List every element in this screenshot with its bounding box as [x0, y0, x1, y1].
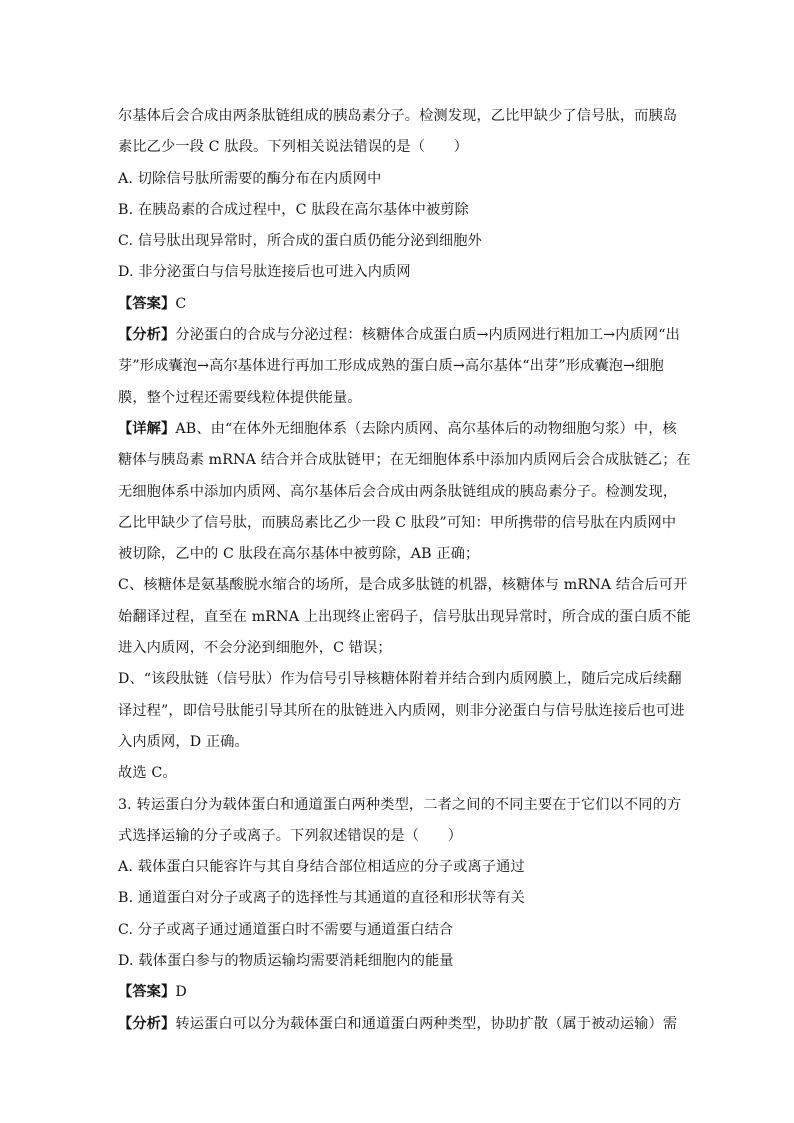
text-line: 无细胞体系中添加内质网、高尔基体后会合成由两条肽链组成的胰岛素分子。检测发现， — [118, 483, 678, 500]
question-3-stem-cont: 式选择运输的分子或离子。下列叙述错误的是（ ） — [118, 827, 463, 844]
text-line: D、“该段肽链（信号肽）作为信号引导核糖体附着并结合到内质网膜上，随后完成后续翻 — [118, 671, 682, 688]
explanation-tag: 【详解】 — [118, 420, 176, 437]
answer-tag: 【答案】 — [118, 295, 176, 312]
text-line: 进入内质网，不会分泌到细胞外，C 错误； — [118, 640, 392, 657]
option-a: A. 切除信号肽所需要的酶分布在内质网中 — [118, 170, 382, 187]
question-3-stem: 3. 转运蛋白分为载体蛋白和通道蛋白两种类型，二者之间的不同主要在于它们以不同的方 — [118, 796, 682, 813]
document-body — [118, 101, 691, 1040]
answer-value: C — [175, 295, 187, 312]
option-c: C. 分子或离子通过通道蛋白时不需要与通道蛋白结合 — [118, 921, 454, 938]
analysis-text: 转运蛋白可以分为载体蛋白和通道蛋白两种类型，协助扩散（属于被动运输）需 — [175, 1015, 678, 1032]
text-line: 糖体与胰岛素 mRNA 结合并合成肽链甲；在无细胞体系中添加内质网后会合成肽链乙；在 — [118, 452, 691, 469]
analysis-line — [118, 1009, 678, 1040]
text-line: 尔基体后会合成由两条肽链组成的胰岛素分子。检测发现，乙比甲缺少了信号肽，而胰岛 — [118, 108, 678, 124]
conclusion-line: 故选 C。 — [118, 765, 177, 782]
explanation-line — [118, 414, 677, 445]
answer-line — [118, 977, 674, 1008]
text-line: 乙比甲缺少了信号肽，而胰岛素比乙少一段 C 肽段”可知：甲所携带的信号肽在内质网中 — [118, 514, 677, 531]
option-d: D. 载体蛋白参与的物质运输均需要消耗细胞内的能量 — [118, 953, 454, 970]
answer-value: D — [175, 984, 187, 1001]
option-b: B. 在胰岛素的合成过程中，C 肽段在高尔基体中被剪除 — [118, 201, 469, 218]
text-line: 膜，整个过程还需要线粒体提供能量。 — [118, 389, 362, 406]
option-b: B. 通道蛋白对分子或离子的选择性与其通道的直径和形状等有关 — [118, 890, 526, 907]
analysis-line — [118, 320, 680, 351]
option-c: C. 信号肽出现异常时，所合成的蛋白质仍能分泌到细胞外 — [118, 233, 482, 250]
text-line: 始翻译过程，直至在 mRNA 上出现终止密码子，信号肽出现异常时，所合成的蛋白质不能 — [118, 608, 691, 625]
option-d: D. 非分泌蛋白与信号肽连接后也可进入内质网 — [118, 264, 411, 281]
analysis-text: 分泌蛋白的合成与分泌过程：核糖体合成蛋白质→内质网进行粗加工→内质网“出 — [175, 327, 680, 344]
text-line: C、核糖体是氨基酸脱水缩合的场所，是合成多肽链的机器，核糖体与 mRNA 结合后可开 — [118, 577, 688, 594]
text-line: 被切除，乙中的 C 肽段在高尔基体中被剪除，AB 正确； — [118, 546, 480, 563]
text-line: 入内质网，D 正确。 — [118, 733, 249, 750]
answer-tag: 【答案】 — [118, 984, 176, 1001]
text-line: 芽”形成囊泡→高尔基体进行再加工形成成熟的蛋白质→高尔基体“出芽”形成囊泡→细胞 — [118, 358, 664, 375]
explanation-text: AB、由“在体外无细胞体系（去除内质网、高尔基体后的动物细胞匀浆）中，核 — [175, 420, 677, 437]
option-a: A. 载体蛋白只能容许与其自身结合部位相适应的分子或离子通过 — [118, 859, 525, 876]
text-line: 译过程”，即信号肽能引导其所在的肽链进入内质网，则非分泌蛋白与信号肽连接后也可进 — [118, 702, 685, 719]
answer-line — [118, 289, 674, 320]
question-stem-line: 素比乙少一段 C 肽段。下列相关说法错误的是（ ） — [118, 139, 469, 156]
analysis-tag: 【分析】 — [118, 1015, 176, 1032]
analysis-tag: 【分析】 — [118, 327, 176, 344]
